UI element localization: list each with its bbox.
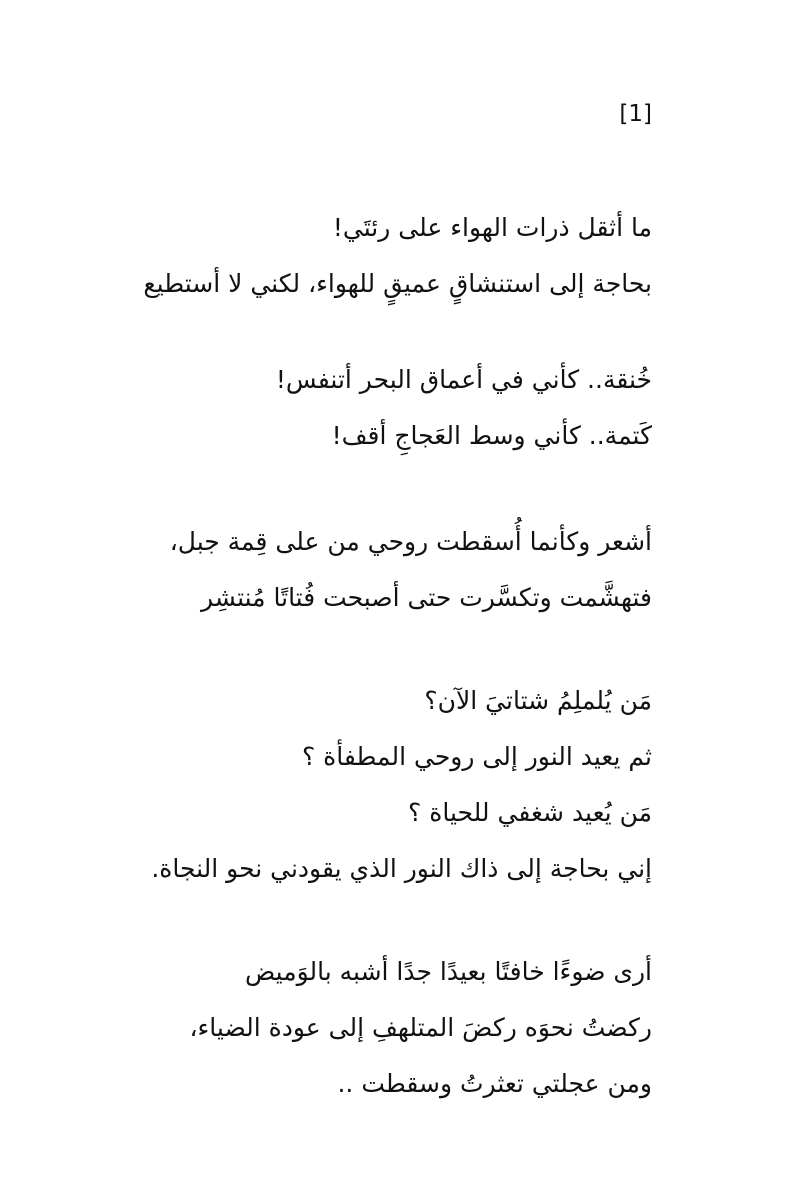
poem-line: أشعر وكأنما أُسقطت روحي من على قِمة جبل، <box>169 527 652 556</box>
poem-line: خُنقة.. كأني في أعماق البحر أتنفس! <box>275 365 652 394</box>
poem-line: فتهشَّمت وتكسَّرت حتى أصبحت فُتاتًا مُنتشِر <box>200 583 652 612</box>
stanza-4 <box>60 673 652 897</box>
poem-line: إني بحاجة إلى ذاك النور الذي يقودني نحو النجاة. <box>151 854 652 883</box>
poem-line: أرى ضوءًا خافتًا بعيدًا جدًا أشبه بالوَميض <box>245 957 652 986</box>
poem-line: ما أثقل ذرات الهواء على رئتَي! <box>332 213 652 242</box>
poem-line: ركضتُ نحوَه ركضَ المتلهفِ إلى عودة الضياء، <box>189 1013 652 1042</box>
poem-line: ومن عجلتي تعثرتُ وسقطت .. <box>337 1069 652 1098</box>
stanza-1 <box>60 200 652 312</box>
poem-line: بحاجة إلى استنشاقٍ عميقٍ للهواء، لكني لا أستطيع <box>143 269 652 298</box>
stanza-2 <box>60 352 652 464</box>
stanza-3 <box>60 514 652 626</box>
poem-line: مَن يُلملِمُ شتاتيَ الآن؟ <box>424 686 652 715</box>
poem-line: كَتمة.. كأني وسط العَجاجِ أقف! <box>331 421 652 450</box>
poem-line: ثم يعيد النور إلى روحي المطفأة ؟ <box>301 742 652 771</box>
poem-line: مَن يُعيد شغفي للحياة ؟ <box>408 798 652 827</box>
stanza-5 <box>60 944 652 1112</box>
page-number: [1] <box>619 101 652 127</box>
